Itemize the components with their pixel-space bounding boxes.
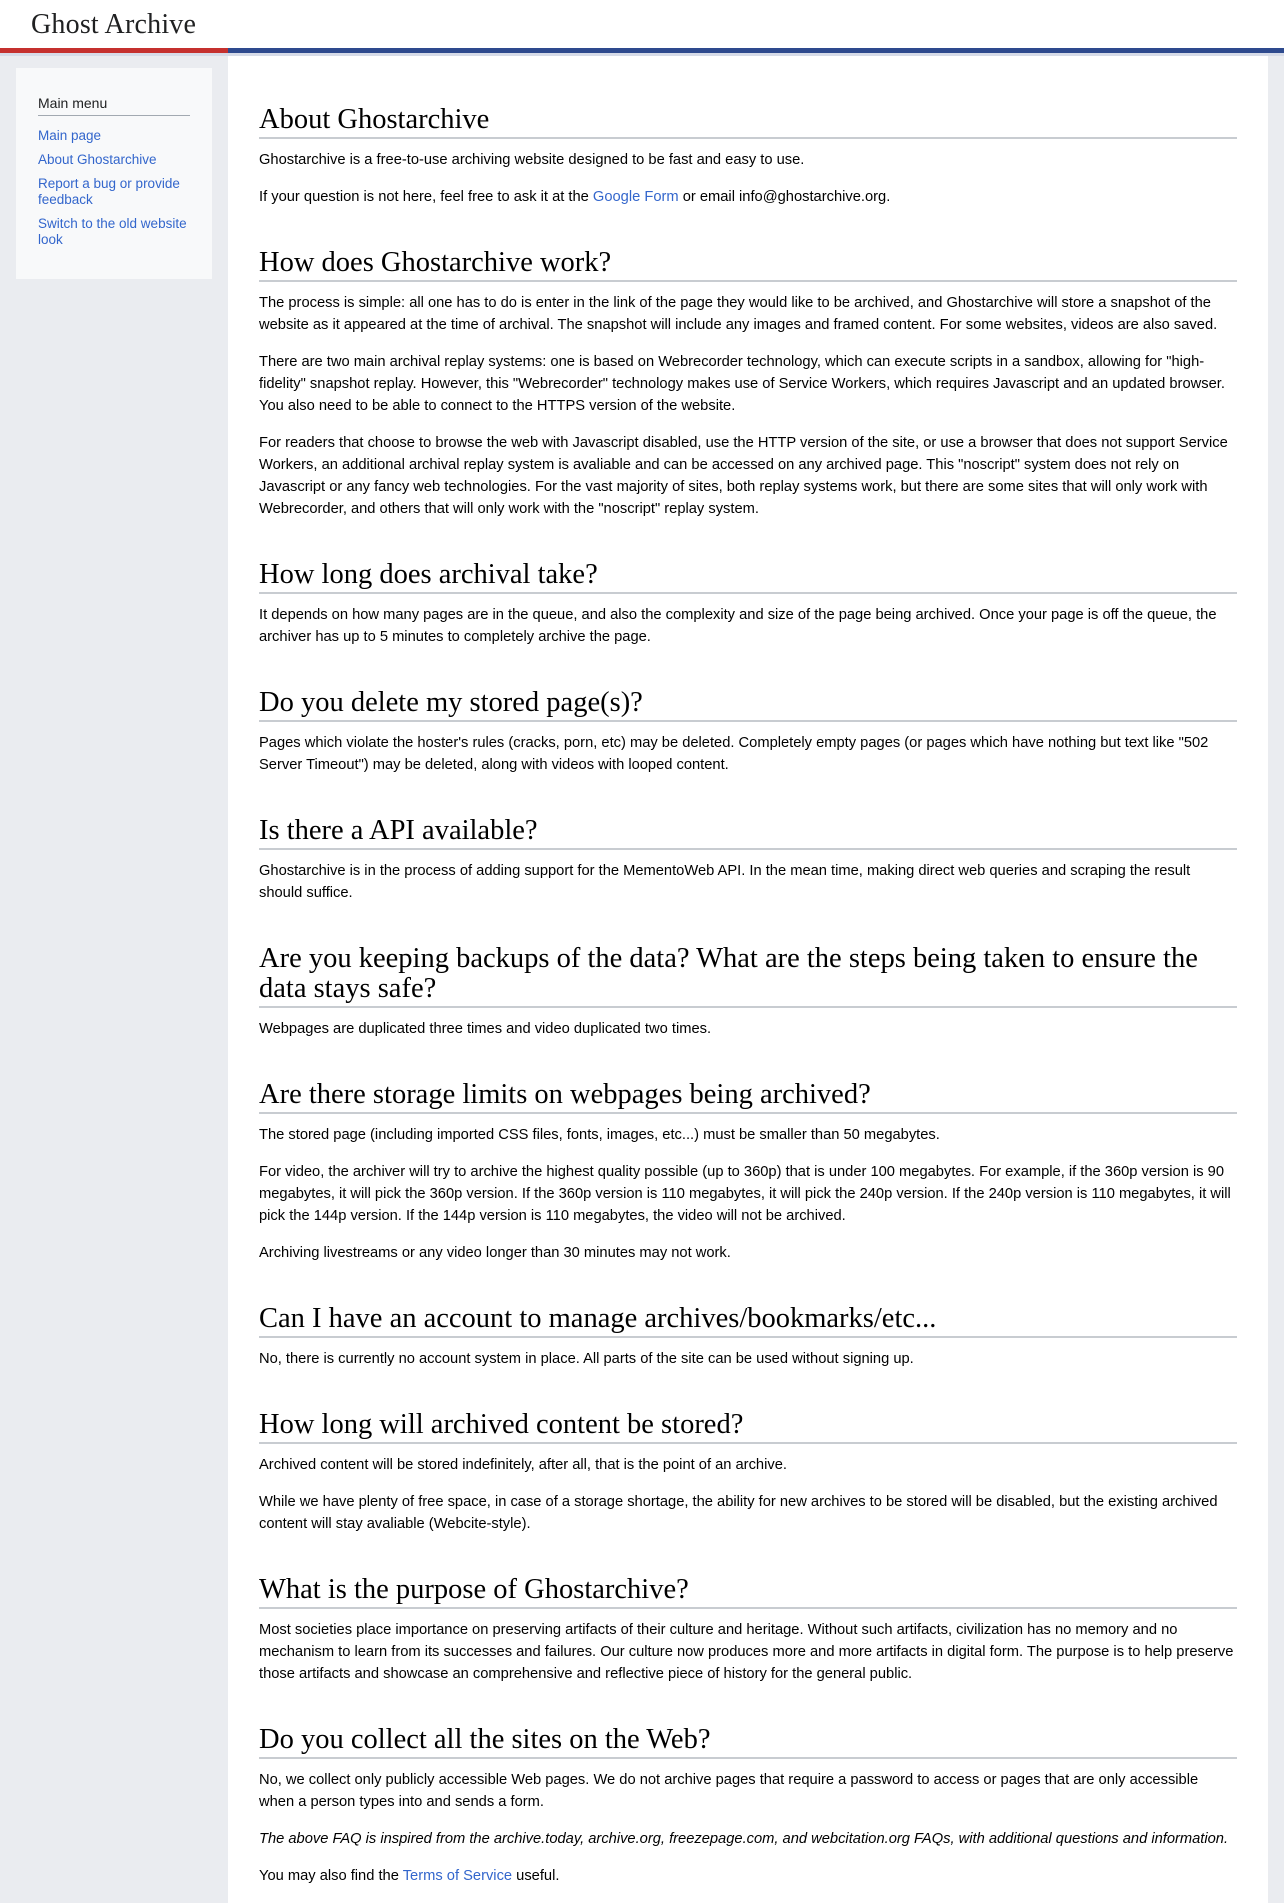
paragraph: Most societies place importance on preserving artifacts of their culture and heritage. Without such artifacts, civilization has no memory and no mechanism to learn from its successes and failures. Our culture now produces more and more artifacts in digital form. The purpose is to help preserve those artifacts and showcase an comprehensive and reflective piece of history for the general public. [259,1622,1234,1682]
sidebar-heading: Main menu [38,94,190,116]
paragraph: Ghostarchive is a free-to-use archiving website designed to be fast and easy to use. [259,152,805,168]
site-header [0,0,1284,48]
paragraph: No, we collect only publicly accessible Web pages. We do not archive pages that require a password to access or pages that are only accessible when a person types into and sends a form. [259,1772,1199,1810]
paragraph: For video, the archiver will try to archive the highest quality possible (up to 360p) that is under 100 megabytes. For example, if the 360p version is 90 megabytes, it will pick the 360p version. If the 360p version is 110 megabytes, it will pick the 240p version. If the 240p version is 110 megabytes, it will pick the 144p version. If the 144p version is 110 megabytes, the video will not be archived. [259,1164,1231,1224]
section-heading-archival-time: How long does archival take? [259,560,1237,594]
paragraph: For readers that choose to browse the web with Javascript disabled, use the HTTP version of the site, or use a browser that does not support Service Workers, an additional archival replay system is avaliable and can be accessed on any archived page. This "noscript" system does not rely on Javascript or any fancy web technologies. For the vast majority of sites, both replay systems work, but there are some sites that will only work with Webrecorder, and others that will only work with the "noscript" replay system. [259,435,1228,517]
main-content [228,56,1268,1903]
sidebar-link-about[interactable]: About Ghostarchive [38,152,157,167]
sidebar-item-main-page [38,128,190,144]
section-heading-about: About Ghostarchive [259,105,1237,139]
contact-text-after: or email info@ghostarchive.org. [678,189,891,205]
paragraph: Pages which violate the hoster's rules (cracks, porn, etc) may be deleted. Completely empty pages (or pages which have nothing but text like "502 Server Timeout") may be deleted, along with videos with looped content. [259,735,1209,773]
paragraph: Archiving livestreams or any video longer than 30 minutes may not work. [259,1245,731,1261]
section-heading-storage-limits: Are there storage limits on webpages being archived? [259,1080,1237,1114]
paragraph: No, there is currently no account system in place. All parts of the site can be used without signing up. [259,1351,914,1367]
section-heading-api: Is there a API available? [259,816,1237,850]
section-heading-collect-all: Do you collect all the sites on the Web? [259,1725,1237,1759]
contact-paragraph [259,186,1237,208]
tos-text-before: You may also find the [259,1868,403,1884]
sidebar-menu [38,128,190,248]
section-heading-storage-duration: How long will archived content be stored? [259,1410,1237,1444]
contact-text-before: If your question is not here, feel free to ask it at the [259,189,593,205]
sidebar [16,68,212,279]
paragraph: While we have plenty of free space, in case of a storage shortage, the ability for new archives to be stored will be disabled, but the existing archived content will stay avaliable (Webcite-style). [259,1494,1218,1532]
paragraph: There are two main archival replay systems: one is based on Webrecorder technology, which can execute scripts in a sandbox, allowing for "high-fidelity" snapshot replay. However, this "Webrecorder" technology makes use of Service Workers, which requires Javascript and an updated browser. You also need to be able to connect to the HTTPS version of the website. [259,354,1225,414]
tos-paragraph [259,1865,1237,1887]
terms-of-service-link[interactable]: Terms of Service [402,1868,513,1884]
sidebar-link-report-bug[interactable]: Report a bug or provide feedback [38,176,180,207]
site-logo[interactable]: Ghost Archive [31,9,197,40]
sidebar-item-report-bug [38,176,190,208]
google-form-link[interactable]: Google Form [592,189,679,205]
paragraph: It depends on how many pages are in the queue, and also the complexity and size of the page being archived. Once your page is off the queue, the archiver has up to 5 minutes to completely archive the page. [259,607,1217,645]
section-heading-backups: Are you keeping backups of the data? What are the steps being taken to ensure the data stays safe? [259,944,1237,1008]
tos-text-after: useful. [512,1868,560,1884]
sidebar-link-old-look[interactable]: Switch to the old website look [38,216,187,247]
section-heading-deletion: Do you delete my stored page(s)? [259,688,1237,722]
sidebar-link-main-page[interactable]: Main page [38,128,102,143]
sidebar-item-old-look [38,216,190,248]
section-heading-account: Can I have an account to manage archives/bookmarks/etc... [259,1304,1237,1338]
paragraph: Ghostarchive is in the process of adding support for the MementoWeb API. In the mean time, making direct web queries and scraping the result should suffice. [259,863,1191,901]
paragraph: The process is simple: all one has to do is enter in the link of the page they would like to be archived, and Ghostarchive will store a snapshot of the website as it appeared at the time of archival. The snapshot will include any images and framed content. For some websites, videos are also saved. [259,295,1218,333]
paragraph: Archived content will be stored indefinitely, after all, that is the point of an archive. [259,1457,787,1473]
paragraph: The stored page (including imported CSS files, fonts, images, etc...) must be smaller than 50 megabytes. [259,1127,940,1143]
section-heading-how-it-works: How does Ghostarchive work? [259,248,1237,282]
paragraph: Webpages are duplicated three times and video duplicated two times. [259,1021,712,1037]
section-heading-purpose: What is the purpose of Ghostarchive? [259,1575,1237,1609]
sidebar-item-about [38,152,190,168]
faq-inspiration-note: The above FAQ is inspired from the archive.today, archive.org, freezepage.com, and webcitation.org FAQs, with additional questions and information. [259,1831,1229,1847]
